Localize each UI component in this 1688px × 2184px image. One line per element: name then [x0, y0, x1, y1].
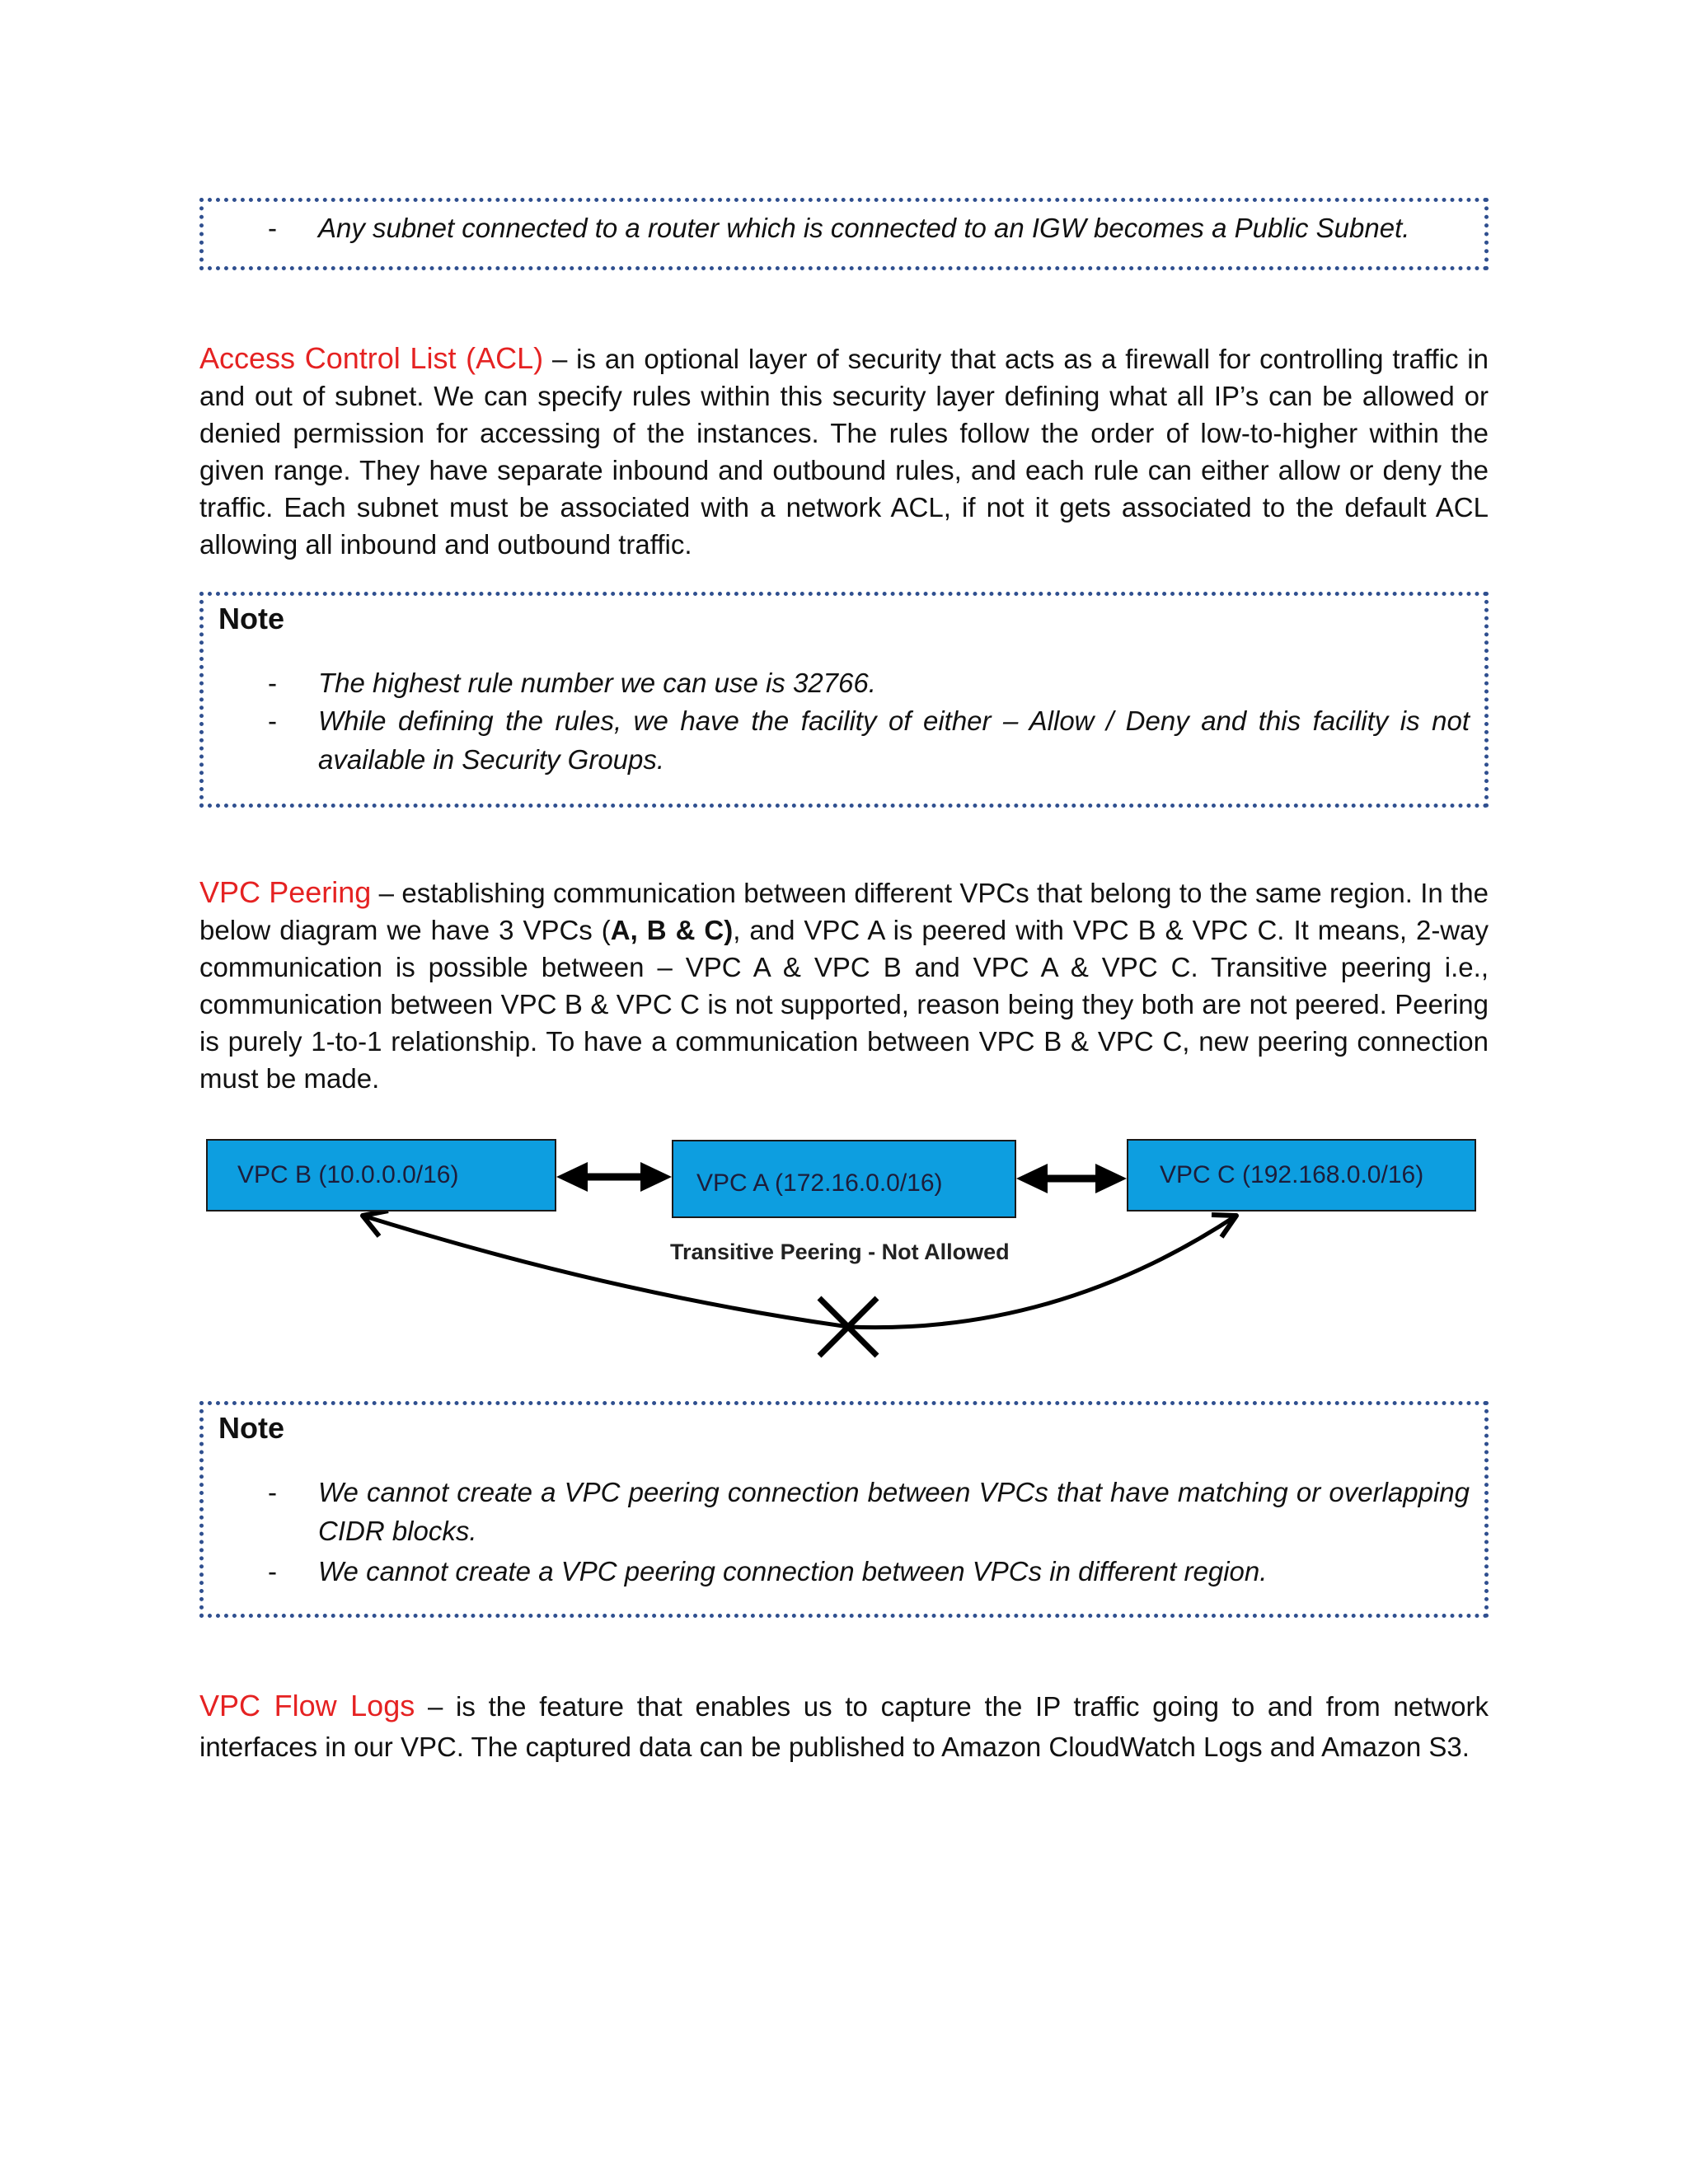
bullet-text: We cannot create a VPC peering connection between VPCs that have matching or overlapping CIDR blocks.: [318, 1477, 1470, 1546]
bullet-dash: -: [268, 705, 277, 736]
flowlogs-paragraph: [199, 1685, 1489, 1767]
flowlogs-term: VPC Flow Logs: [199, 1689, 415, 1722]
bullet-text: We cannot create a VPC peering connection between VPCs in different region.: [318, 1556, 1268, 1586]
bullet-text: Any subnet connected to a router which is connected to an IGW becomes a Public Subnet.: [318, 213, 1410, 243]
note-bullet: [268, 663, 1470, 702]
flowlogs-text: – is the feature that enables us to capture the IP traffic going to and from network interfaces in our VPC. The captured data can be published to Amazon CloudWatch Logs and Amazon S3.: [199, 1691, 1489, 1762]
note-bullet: [268, 701, 1470, 779]
vpc-b-box: [206, 1139, 556, 1212]
peering-term: VPC Peering: [199, 875, 372, 909]
bullet-text: The highest rule number we can use is 32766.: [318, 668, 876, 698]
acl-text: – is an optional layer of security that acts as a firewall for controlling traffic in and out of subnet. We can specify rules within this security layer defining what all IP’s can be allowed or denied permission for accessing of the instances. The rules follow the order of low-to-higher within the given range. They have separate inbound and outbound rules, and each rule can either allow or deny the traffic. Each subnet must be associated with a network ACL, if not it gets associated to the default ACL allowing all inbound and outbound traffic.: [199, 344, 1489, 560]
not-allowed-x-icon: [819, 1298, 877, 1356]
note-title: Note: [218, 602, 284, 635]
peering-note-box: [199, 1401, 1489, 1618]
bullet-text: While defining the rules, we have the facility of either – Allow / Deny and this facility is not available in Security Groups.: [318, 705, 1470, 775]
vpc-a-box: [672, 1140, 1016, 1218]
vpc-a-label: VPC A (172.16.0.0/16): [696, 1169, 943, 1197]
vpc-c-box: [1127, 1139, 1476, 1212]
note-bullet: [268, 209, 1470, 247]
peering-text-a: – establishing communication between different VPCs that belong to the same region. In the below diagram we have 3 VPCs (: [199, 878, 1489, 945]
transitive-peering-label: Transitive Peering - Not Allowed: [670, 1240, 1010, 1264]
acl-term: Access Control List (ACL): [199, 341, 544, 375]
vpc-b-label: VPC B (10.0.0.0/16): [237, 1161, 459, 1188]
bullet-dash: -: [268, 213, 277, 243]
peering-paragraph: [199, 874, 1489, 1097]
bullet-dash: -: [268, 1556, 277, 1586]
note-bullet: [268, 1552, 1470, 1591]
acl-note-box: [199, 592, 1489, 808]
note-bullet: [268, 1473, 1470, 1550]
transitive-curve: [363, 1211, 1236, 1328]
peering-text-b: , and VPC A is peered with VPC B & VPC C. It means, 2-way communication is possible between – VPC A & VPC B and VPC A & VPC C. Transitive peering i.e., communication between VPC B & VPC C is not supported, reason being they both are not peered. Peering is purely 1-to-1 relationship. To have a communication between VPC B & VPC C, new peering connection must be made.: [199, 915, 1489, 1094]
note-title: Note: [218, 1411, 284, 1445]
peering-bold: A, B & C): [610, 915, 734, 945]
vpc-c-label: VPC C (192.168.0.0/16): [1160, 1161, 1424, 1188]
arrow-b-a: [556, 1162, 672, 1192]
bullet-dash: -: [268, 668, 277, 698]
acl-paragraph: [199, 340, 1489, 563]
public-subnet-note-box: [199, 198, 1489, 270]
arrow-a-c: [1016, 1164, 1127, 1193]
bullet-dash: -: [268, 1477, 277, 1507]
